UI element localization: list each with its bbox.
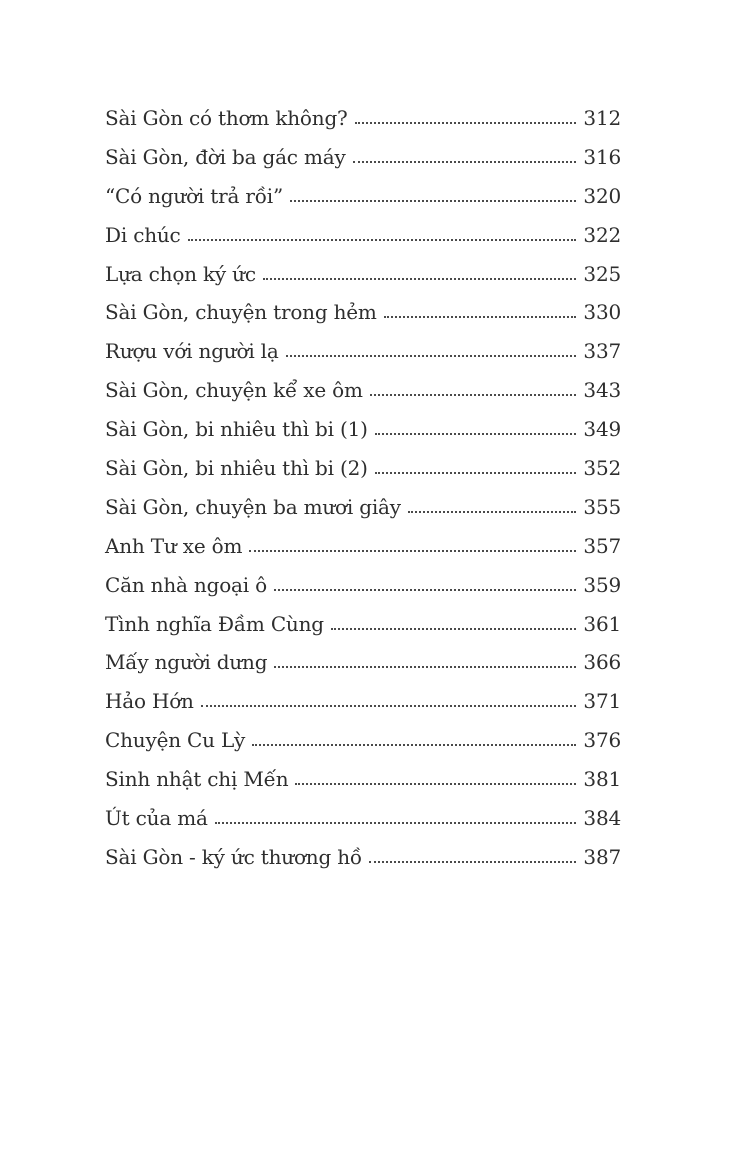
toc-entry xyxy=(105,216,621,255)
toc-entry-page-number: 320 xyxy=(583,183,621,208)
toc-entry-page-number: 387 xyxy=(583,844,621,869)
toc-entry xyxy=(105,371,621,410)
toc-entry xyxy=(105,721,621,760)
toc-entry-page-number: 322 xyxy=(583,222,621,247)
toc-entry-title: Út của má xyxy=(105,806,208,831)
toc-entry xyxy=(105,488,621,527)
toc-entry xyxy=(105,838,621,877)
toc-entry-title: Sinh nhật chị Mến xyxy=(105,767,289,792)
toc-entry-title: Anh Tư xe ôm xyxy=(105,533,243,558)
toc-entry-page-number: 361 xyxy=(583,611,621,636)
toc-entry-page-number: 343 xyxy=(583,378,621,403)
dot-leader xyxy=(355,122,577,124)
toc-entry xyxy=(105,332,621,371)
toc-entry xyxy=(105,449,621,488)
toc-entry-page-number: 352 xyxy=(583,456,621,481)
dot-leader xyxy=(274,589,576,591)
dot-leader xyxy=(252,744,576,746)
toc-entry-title: Sài Gòn có thơm không? xyxy=(105,106,348,130)
toc-entry-title: Căn nhà ngoại ô xyxy=(105,572,267,597)
toc-entry-title: Lựa chọn ký ức xyxy=(105,261,256,286)
dot-leader xyxy=(375,433,577,435)
toc-entry xyxy=(105,255,621,294)
toc-entry-page-number: 366 xyxy=(583,650,621,675)
dot-leader xyxy=(331,628,577,630)
toc-entry-title: “Có người trả rồi” xyxy=(105,183,283,208)
toc-entry xyxy=(105,99,621,138)
toc-entry xyxy=(105,177,621,216)
toc-entry-page-number: 337 xyxy=(583,339,621,364)
dot-leader xyxy=(263,278,577,280)
toc-entry-page-number: 357 xyxy=(583,533,621,558)
table-of-contents xyxy=(105,99,621,877)
toc-entry xyxy=(105,138,621,177)
dot-leader xyxy=(369,861,576,863)
toc-entry-page-number: 371 xyxy=(583,689,621,714)
toc-entry xyxy=(105,799,621,838)
toc-entry xyxy=(105,410,621,449)
toc-entry-page-number: 384 xyxy=(583,806,621,831)
toc-entry xyxy=(105,293,621,332)
toc-entry-page-number: 312 xyxy=(583,106,621,130)
dot-leader xyxy=(408,511,577,513)
toc-entry xyxy=(105,605,621,644)
toc-entry-title: Sài Gòn, bi nhiêu thì bi (1) xyxy=(105,417,368,442)
toc-entry-page-number: 359 xyxy=(583,572,621,597)
toc-entry xyxy=(105,760,621,799)
dot-leader xyxy=(375,472,577,474)
toc-entry xyxy=(105,527,621,566)
toc-entry-page-number: 376 xyxy=(583,728,621,753)
toc-entry xyxy=(105,643,621,682)
toc-entry-title: Sài Gòn, chuyện trong hẻm xyxy=(105,300,377,325)
dot-leader xyxy=(384,316,577,318)
toc-entry-title: Sài Gòn, bi nhiêu thì bi (2) xyxy=(105,456,368,481)
toc-entry-page-number: 381 xyxy=(583,767,621,792)
toc-entry-title: Sài Gòn, chuyện kể xe ôm xyxy=(105,378,363,403)
dot-leader xyxy=(290,200,576,202)
toc-entry-title: Sài Gòn, đời ba gác máy xyxy=(105,144,346,169)
dot-leader xyxy=(274,666,576,668)
toc-entry-title: Hảo Hớn xyxy=(105,689,194,714)
toc-entry xyxy=(105,682,621,721)
toc-entry-title: Rượu với người lạ xyxy=(105,339,279,364)
toc-entry-title: Sài Gòn, chuyện ba mươi giây xyxy=(105,494,401,519)
toc-entry-page-number: 325 xyxy=(583,261,621,286)
dot-leader xyxy=(215,822,577,824)
dot-leader xyxy=(188,239,577,241)
dot-leader xyxy=(370,394,577,396)
dot-leader xyxy=(286,355,577,357)
toc-entry xyxy=(105,566,621,605)
toc-entry-title: Chuyện Cu Lỳ xyxy=(105,728,246,753)
toc-entry-page-number: 330 xyxy=(583,300,621,325)
toc-entry-page-number: 355 xyxy=(583,494,621,519)
toc-entry-page-number: 349 xyxy=(583,417,621,442)
toc-entry-page-number: 316 xyxy=(583,144,621,169)
dot-leader xyxy=(353,161,577,163)
dot-leader xyxy=(249,550,576,552)
toc-entry-title: Tình nghĩa Đầm Cùng xyxy=(105,611,324,636)
dot-leader xyxy=(201,705,577,707)
toc-entry-title: Mấy người dưng xyxy=(105,650,268,675)
dot-leader xyxy=(295,783,576,785)
toc-entry-title: Di chúc xyxy=(105,222,181,247)
toc-entry-title: Sài Gòn - ký ức thương hồ xyxy=(105,844,362,869)
